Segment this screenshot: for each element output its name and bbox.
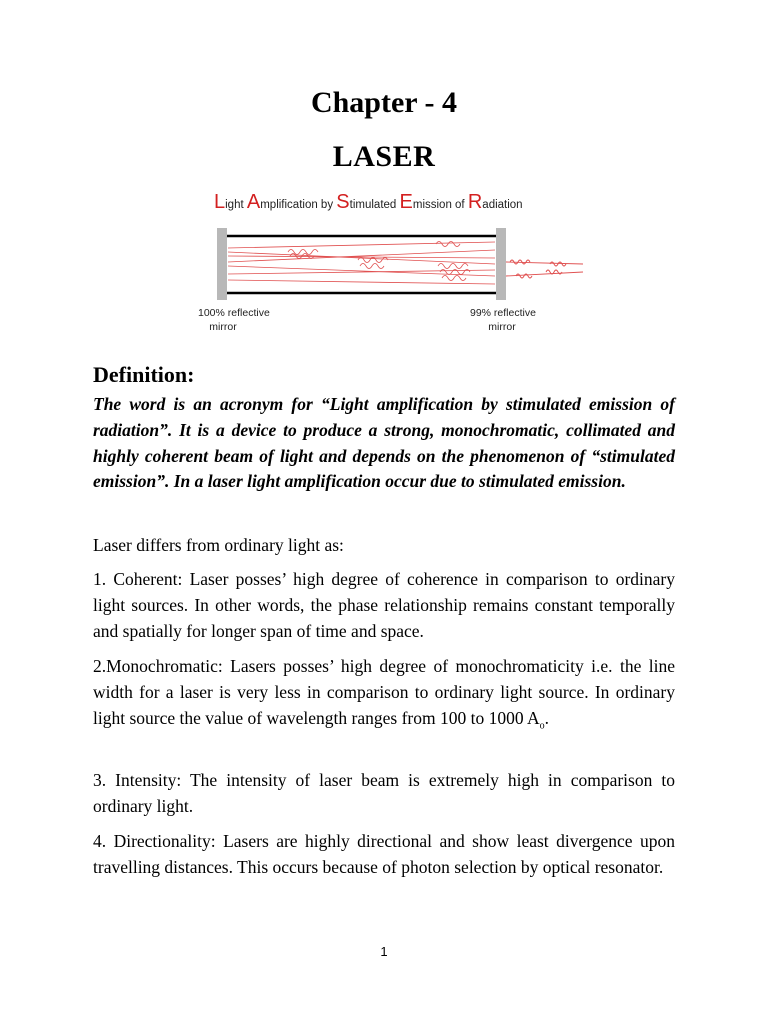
- definition-heading: Definition:: [93, 362, 195, 387]
- page-number: 1: [380, 944, 388, 959]
- monochromatic-end: .: [544, 708, 550, 728]
- left-mirror: [217, 228, 227, 300]
- acronym-rest: mission of: [412, 199, 465, 211]
- right-mirror-label-line1: 99% reflective: [470, 307, 536, 319]
- acronym-initial: E: [399, 191, 413, 213]
- monochromatic-paragraph: [93, 653, 675, 740]
- acronym-initial: R: [467, 191, 483, 213]
- acronym-rest: ight: [225, 199, 244, 211]
- acronym-initial: A: [246, 191, 261, 213]
- light-beams: [228, 242, 495, 285]
- intensity-paragraph: 3. Intensity: The intensity of laser beam is extremely high in comparison to ordinary light.: [93, 770, 675, 816]
- angstrom-subscript: o: [539, 720, 545, 732]
- laser-diagram: [198, 190, 588, 338]
- chapter-heading: Chapter - 4: [310, 86, 458, 119]
- acronym-initial: S: [336, 191, 350, 213]
- definition-text: The word is an acronym for “Light amplification by stimulated emission of radiation”. It is a device to produce a strong, monochromatic, collimated and highly coherent beam of light and depends on the phenomenon of “stimulated emission”. In a laser light amplification occur due to stimulated emission.: [93, 394, 675, 492]
- acronym-rest: adiation: [482, 199, 523, 211]
- directionality-paragraph: 4. Directionality: Lasers are highly directional and show least divergence upon travelling distances. This occurs because of photon selection by optical resonator.: [93, 831, 675, 877]
- acronym-rest: timulated: [349, 199, 397, 211]
- right-mirror-label-line2: mirror: [488, 321, 516, 333]
- left-mirror-label-line1: 100% reflective: [198, 307, 270, 319]
- left-mirror-label: [198, 306, 270, 334]
- coherent-paragraph: 1. Coherent: Laser posses’ high degree of coherence in comparison to ordinary light sources. In other words, the phase relationship remains constant temporally and spatially for longer span of time and space.: [93, 569, 675, 641]
- left-mirror-label-line2: mirror: [209, 321, 237, 333]
- right-mirror: [496, 228, 506, 300]
- acronym-initial: L: [214, 191, 226, 213]
- output-waves: [506, 260, 583, 278]
- page-title: LASER: [332, 140, 436, 173]
- acronym-rest: mplification by: [260, 199, 334, 211]
- monochromatic-text: 2.Monochromatic: Lasers posses’ high degree of monochromaticity i.e. the line width for a laser is very less in comparison to ordinary light source. In ordinary light source the value of wavelength ranges from 100 to 1000 A: [93, 656, 675, 728]
- right-mirror-label: [470, 306, 534, 334]
- intro-paragraph: Laser differs from ordinary light as:: [93, 535, 344, 555]
